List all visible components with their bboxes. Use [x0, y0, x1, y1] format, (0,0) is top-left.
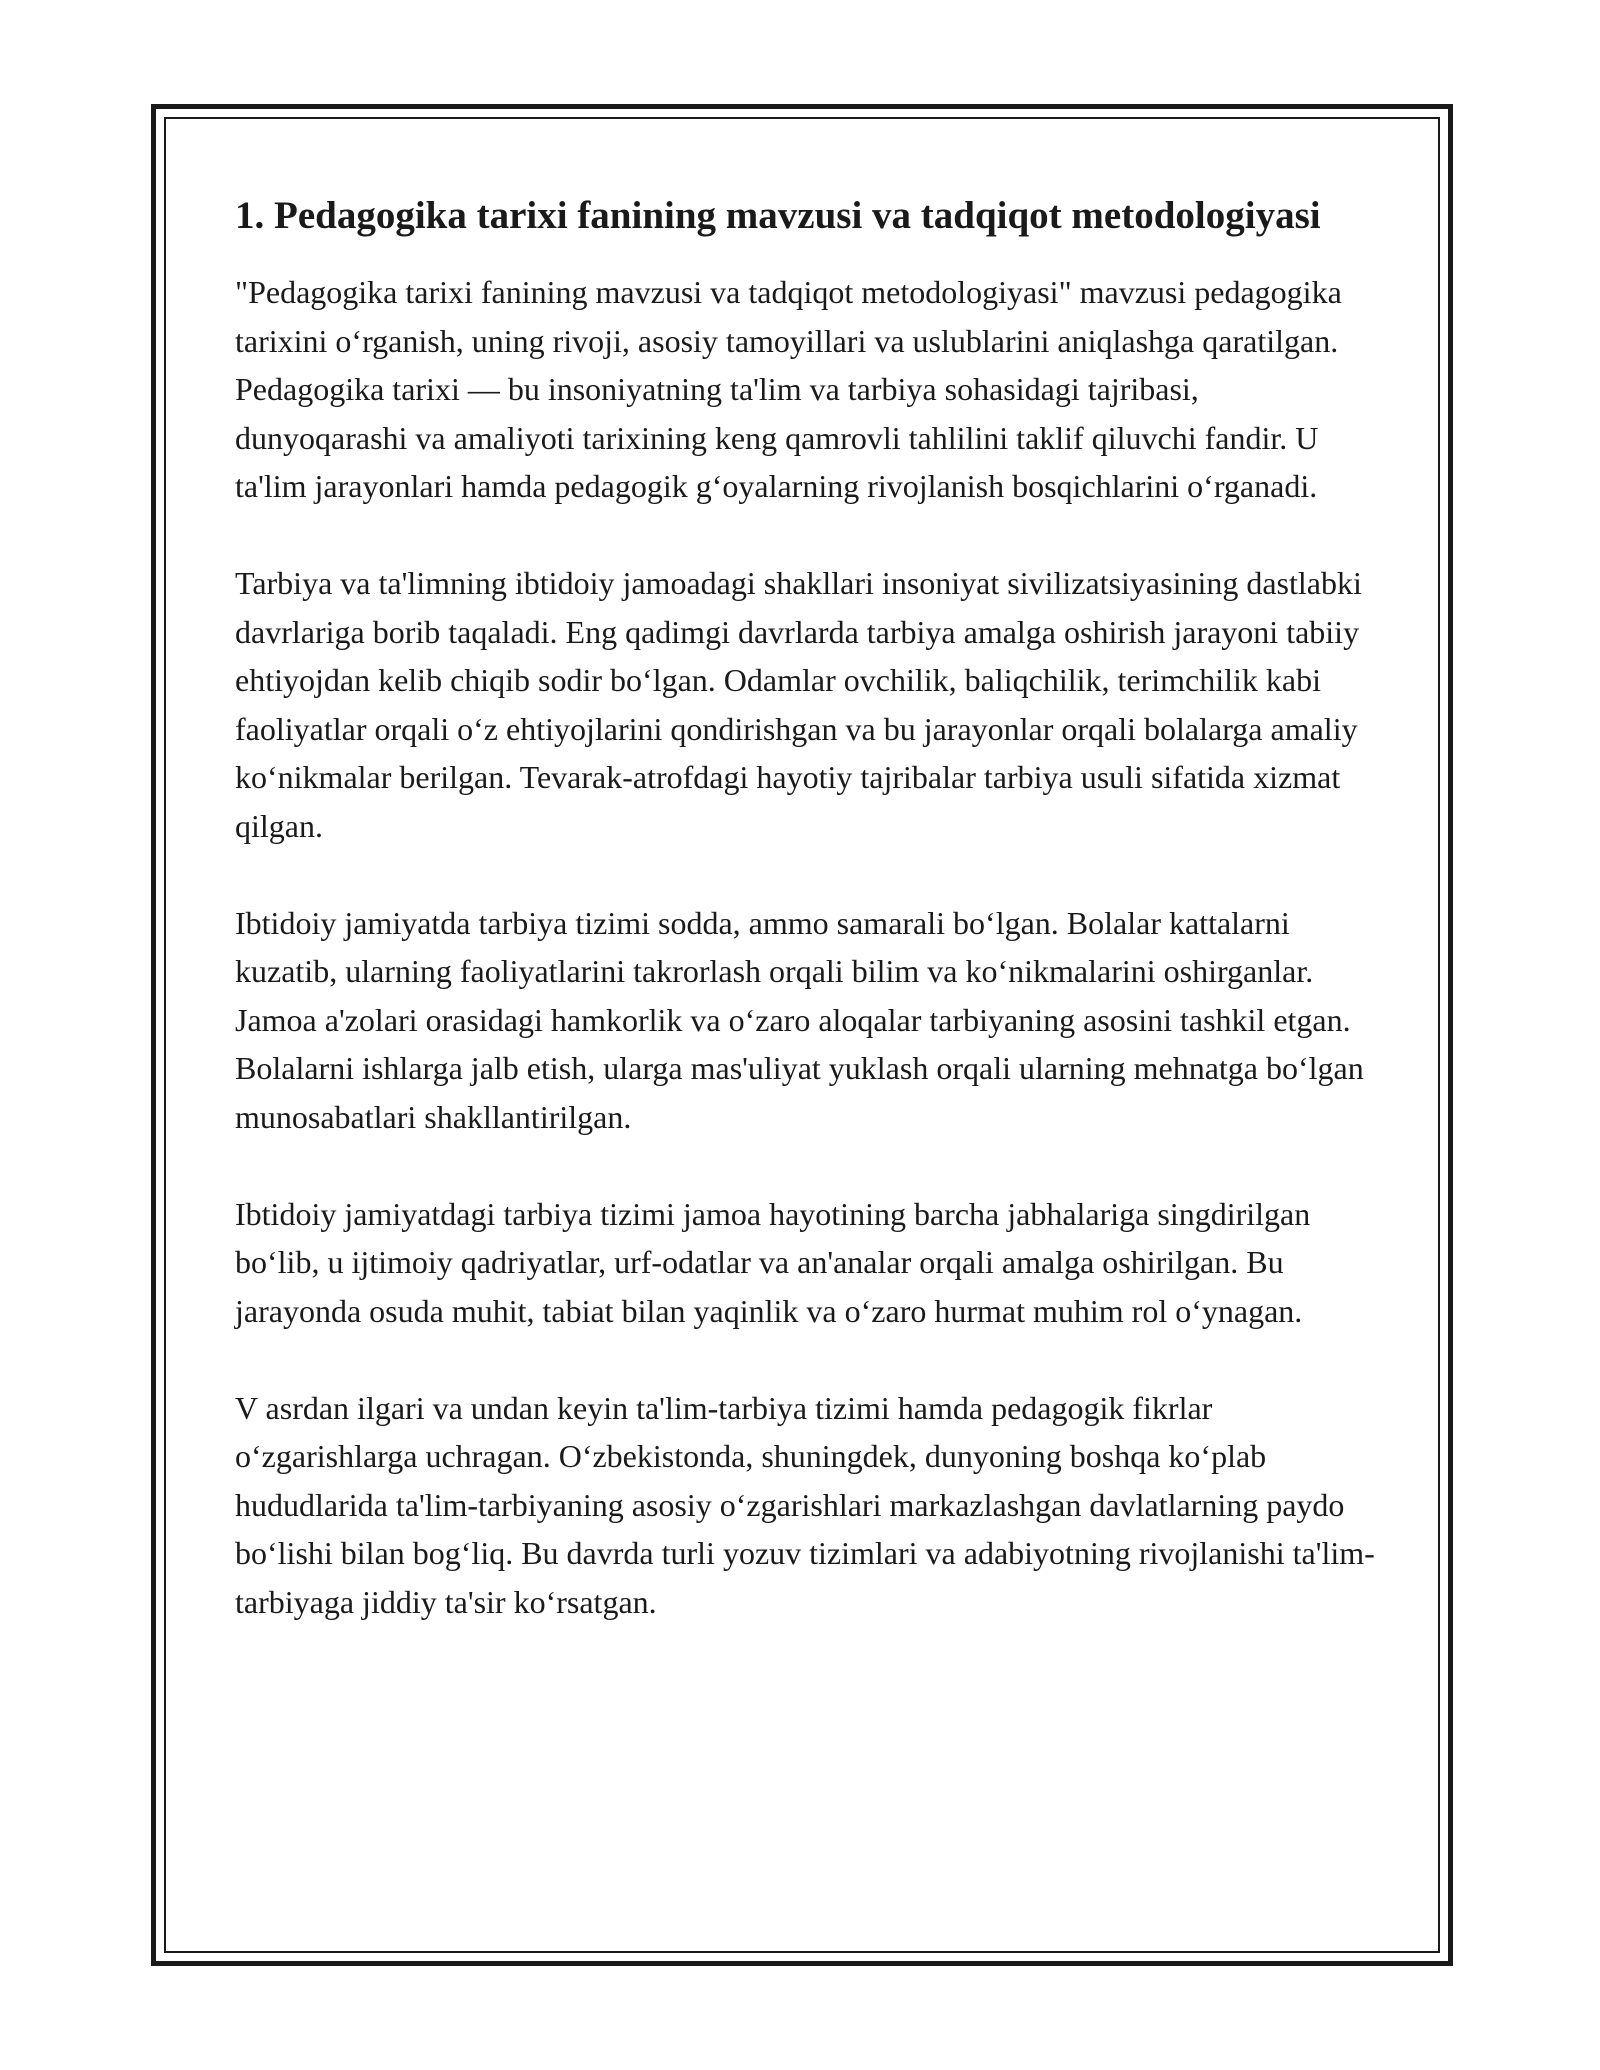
paragraph-2: Tarbiya va ta'limning ibtidoiy jamoadagi shakllari insoniyat sivilizatsiyasining dastlabki davrlariga borib taqaladi. Eng qadimgi davrlarda tarbiya amalga oshirish jarayoni tabiiy ehtiyojdan kelib chiqib sodir bo‘lgan. Odamlar ovchilik, baliqchilik, terimchilik kabi faoliyatlar orqali o‘z ehtiyojlarini qondirishgan va bu jarayonlar orqali bolalarga amaliy ko‘nikmalar berilgan. Tevarak-atrofdagi hayotiy tajribalar tarbiya usuli sifatida xizmat qilgan. [235, 565, 1362, 844]
paragraph-3: Ibtidoiy jamiyatda tarbiya tizimi sodda, ammo samarali bo‘lgan. Bolalar kattalarni kuzatib, ularning faoliyatlarini takrorlash orqali bilim va ko‘nikmalarini oshirganlar. Jamoa a'zolari orasidagi hamkorlik va o‘zaro aloqalar tarbiyaning asosini tashkil etgan. Bolalarni ishlarga jalb etish, ularga mas'uliyat yuklash orqali ularning mehnatga bo‘lgan munosabatlari shakllantirilgan. [235, 904, 1364, 1135]
paragraph-1: "Pedagogika tarixi fanining mavzusi va tadqiqot metodologiyasi" mavzusi pedagogika tarixini o‘rganish, uning rivoji, asosiy tamoyillari va uslublarini aniqlashga qaratilgan. Pedagogika tarixi — bu insoniyatning ta'lim va tarbiya sohasidagi tajribasi, dunyoqarashi va amaliyoti tarixining keng qamrovli tahlilini taklif qiluvchi fandir. U ta'lim jarayonlari hamda pedagogik g‘oyalarning rivojlanish bosqichlarini o‘rganadi. [235, 274, 1342, 504]
paragraph-4: Ibtidoiy jamiyatdagi tarbiya tizimi jamoa hayotining barcha jabhalariga singdirilgan bo‘lib, u ijtimoiy qadriyatlar, urf-odatlar va an'analar orqali amalga oshirilgan. Bu jarayonda osuda muhit, tabiat bilan yaqinlik va o‘zaro hurmat muhim rol o‘ynagan. [235, 1195, 1311, 1329]
paragraph-5: V asrdan ilgari va undan keyin ta'lim-tarbiya tizimi hamda pedagogik fikrlar o‘zgarishlarga uchragan. O‘zbekistonda, shuningdek, dunyoning boshqa ko‘plab hududlarida ta'lim-tarbiyaning asosiy o‘zgarishlari markazlashgan davlatlarning paydo bo‘lishi bilan bog‘liq. Bu davrda turli yozuv tizimlari va adabiyotning rivojlanishi ta'lim-tarbiyaga jiddiy ta'sir ko‘rsatgan. [235, 1389, 1375, 1620]
document-title: 1. Pedagogika tarixi fanining mavzusi va tadqiqot metodologiyasi [235, 194, 1321, 237]
document-body [235, 188, 1375, 1675]
